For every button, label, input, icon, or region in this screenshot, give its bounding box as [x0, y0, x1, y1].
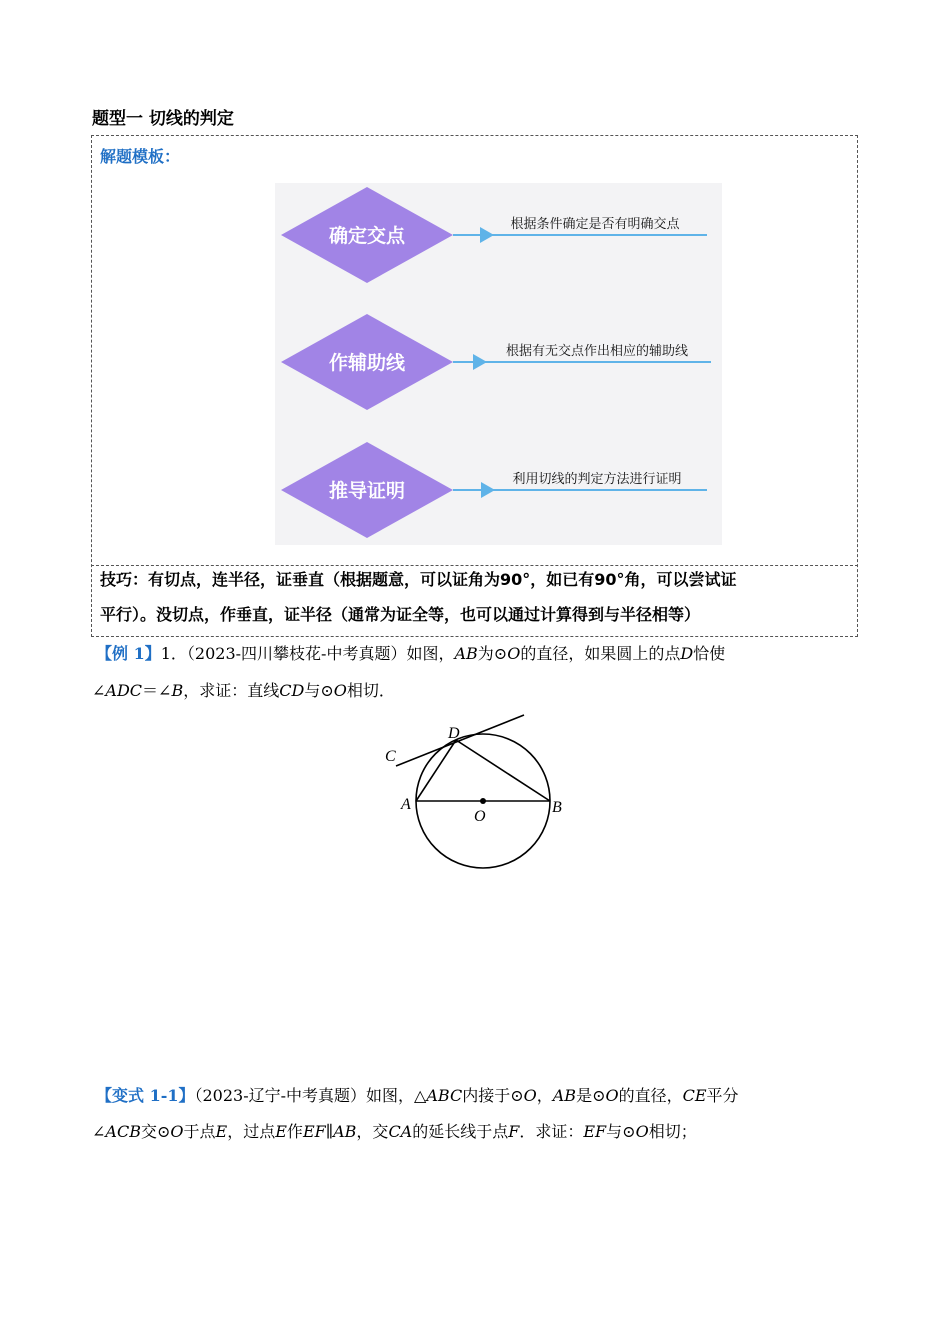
flow-step-3	[281, 442, 707, 538]
variant-1-1-line-2: ∠ACB交⊙O于点E，过点E作EF∥AB，交CA的延长线于点F．求证：EF与⊙O相切；	[92, 1122, 697, 1141]
example-1-tag: 【例 1】	[96, 644, 161, 663]
flow-step-2-desc: 根据有无交点作出相应的辅助线	[505, 344, 689, 359]
solution-flow-diagram	[275, 183, 722, 545]
tip-line-2: 平行）。没切点，作垂直，证半径（通常为证全等，也可以通过计算得到与半径相等）	[100, 605, 701, 624]
flow-step-1	[281, 187, 707, 283]
flow-step-2	[281, 314, 711, 410]
flow-step-1-label: 确定交点	[328, 225, 406, 247]
template-label: 解题模板：	[100, 147, 181, 166]
example-1-line-2: ∠ADC＝∠B，求证：直线CD与⊙O相切．	[92, 681, 395, 700]
flow-step-2-label: 作辅助线	[328, 352, 406, 374]
example-1-line-1: 【例 1】1．（2023-四川攀枝花-中考真题）如图，AB为⊙O的直径，如果圆上的点D恰使	[96, 644, 726, 663]
chord-ad	[416, 740, 456, 801]
label-a: A	[401, 796, 411, 813]
circle-tangent-figure	[370, 705, 580, 875]
label-d: D	[448, 725, 460, 742]
tip-line-1: 技巧：有切点，连半径，证垂直（根据题意，可以证角为90°，如已有90°角，可以尝试证	[100, 570, 737, 589]
label-b: B	[552, 799, 562, 816]
variant-1-1-tag: 【变式 1-1】	[96, 1086, 195, 1105]
flow-step-3-desc: 利用切线的判定方法进行证明	[512, 472, 682, 487]
label-c: C	[385, 748, 396, 765]
flow-svg	[275, 183, 722, 545]
label-o: O	[474, 808, 486, 825]
chord-db	[456, 740, 550, 801]
flow-step-1-desc: 根据条件确定是否有明确交点	[510, 217, 680, 232]
flow-step-3-label: 推导证明	[328, 480, 406, 502]
section-title: 题型一 切线的判定	[92, 109, 234, 129]
tangent-line-cd	[396, 715, 524, 766]
center-point-o	[480, 798, 486, 804]
variant-1-1-line-1: 【变式 1-1】（2023-辽宁-中考真题）如图，△ABC内接于⊙O，AB是⊙O的直径，CE平分	[96, 1086, 739, 1105]
